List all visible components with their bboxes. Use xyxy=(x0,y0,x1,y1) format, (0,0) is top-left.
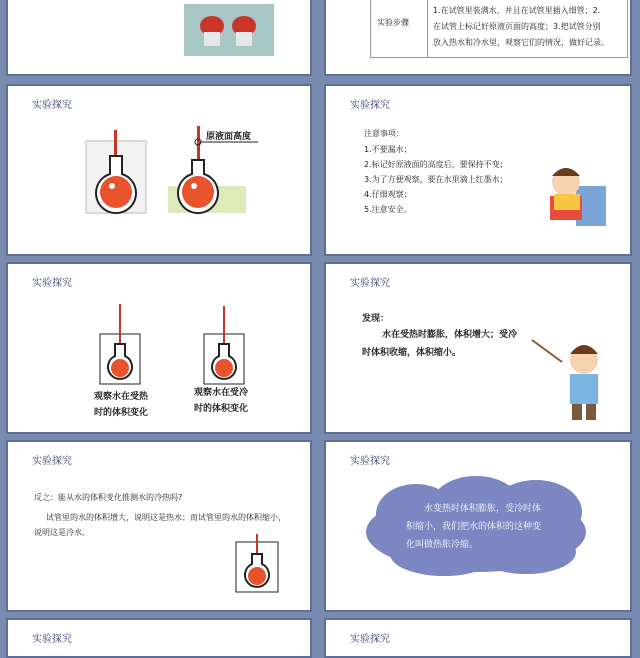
cold-caption-1: 观察水在受冷 xyxy=(194,388,249,398)
notes-header: 注意事项： xyxy=(364,129,404,138)
slide-title: 实验探究 xyxy=(32,278,72,289)
answer-line-1: 试管里的水的体积增大，说明这是热水；而试管里的水的体积缩小， xyxy=(46,513,286,522)
question-text: 反之：能从水的体积变化推测水的冷热吗? xyxy=(34,493,183,502)
slide-thumbnail-7[interactable] xyxy=(6,440,312,612)
note-4: 4.仔细观察； xyxy=(364,190,412,199)
red-caps-icon xyxy=(184,4,274,56)
slide-thumbnail-3[interactable] xyxy=(6,84,312,256)
slide-title: 实验探究 xyxy=(350,634,390,645)
teacher-icon xyxy=(326,264,632,434)
slide-title: 实验探究 xyxy=(350,100,390,111)
finding-line-1: 水在受热时膨胀，体积增大；受冷 xyxy=(382,330,518,340)
steps-table xyxy=(370,0,628,58)
steps-line-3: 放入热水和冷水里，观察它们的情况，做好记录。 xyxy=(433,38,609,47)
slide-title: 实验探究 xyxy=(32,634,72,645)
finding-line-2: 时体积收缩，体积缩小。 xyxy=(362,348,462,358)
note-2: 2.标记好原液面的高度后，要保持不变； xyxy=(364,160,508,169)
hot-cold-flasks xyxy=(8,264,312,434)
slide-title: 实验探究 xyxy=(350,278,390,289)
cold-caption-2: 时的体积变化 xyxy=(194,404,249,414)
thermos-photo xyxy=(184,4,274,56)
slide-title: 实验探究 xyxy=(32,456,72,467)
slide-thumbnail-1[interactable] xyxy=(6,0,312,76)
answer-line-2: 说明这是冷水。 xyxy=(34,528,90,537)
slide-thumbnail-10[interactable] xyxy=(324,618,632,658)
liquid-level-label: 原液面高度 xyxy=(206,132,252,142)
flask-diagram xyxy=(8,86,312,256)
slide-thumbnail-9[interactable] xyxy=(6,618,312,658)
slide-thumbnail-5[interactable] xyxy=(6,262,312,434)
flask-small xyxy=(8,442,312,612)
finding-label: 发现： xyxy=(362,314,390,324)
note-3: 3.为了方便观察，要在水里滴上红墨水； xyxy=(364,175,508,184)
note-1: 1.不要漏水； xyxy=(364,145,412,154)
slide-title: 实验探究 xyxy=(32,100,72,111)
hot-caption-1: 观察水在受热 xyxy=(94,392,149,402)
slide-thumbnail-4[interactable] xyxy=(324,84,632,256)
cloud-line-3: 化叫做热胀冷缩。 xyxy=(406,540,479,550)
note-5: 5.注意安全。 xyxy=(364,205,412,214)
slide-thumbnail-8[interactable] xyxy=(324,440,632,612)
reading-child-icon xyxy=(326,86,632,256)
hot-caption-2: 时的体积变化 xyxy=(94,408,149,418)
cloud-line-1: 水变热时体积膨胀，受冷时体 xyxy=(424,504,542,514)
steps-line-1: 1.在试管里装满水，并且在试管里插入细管；2. xyxy=(433,6,601,15)
steps-label: 实验步骤 xyxy=(377,18,409,27)
steps-line-2: 在试管上标记好原液页面的高度；3.把试管分别 xyxy=(433,22,601,31)
slide-thumbnail-6[interactable] xyxy=(324,262,632,434)
slide-thumbnail-2[interactable] xyxy=(324,0,632,76)
cloud-line-2: 积缩小，我们把水的体积的这种变 xyxy=(406,522,542,532)
slide-title: 实验探究 xyxy=(350,456,390,467)
